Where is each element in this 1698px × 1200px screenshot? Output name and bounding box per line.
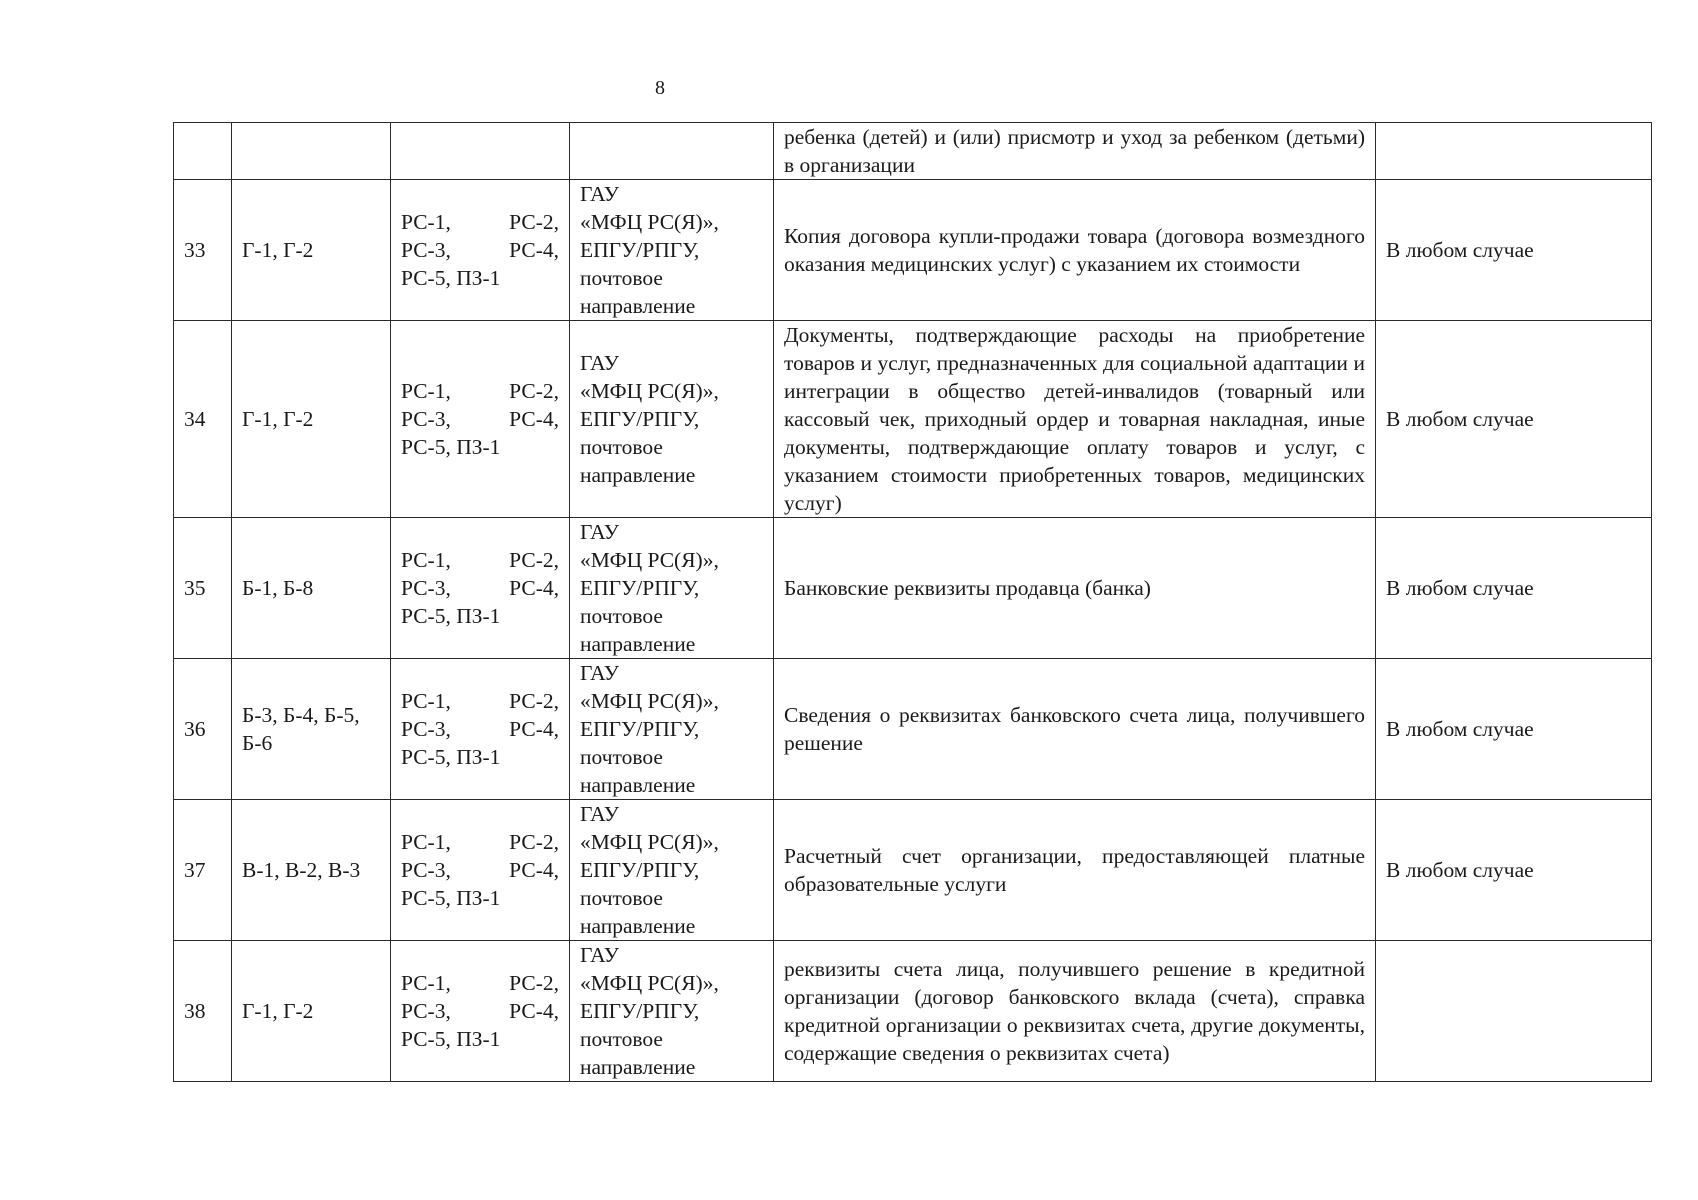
cell-condition: В любом случае bbox=[1376, 800, 1652, 941]
cell-number: 37 bbox=[174, 800, 232, 941]
cell-forms: РС-1, РС-2, РС-3, РС-4, РС-5, ПЗ-1 bbox=[391, 180, 570, 321]
channel-line: ГАУ bbox=[580, 182, 619, 206]
cell-codes: Г-1, Г-2 bbox=[232, 941, 391, 1082]
cell-number: 35 bbox=[174, 518, 232, 659]
cell-description: Расчетный счет организации, предоставляющей платные образовательные услуги bbox=[774, 800, 1376, 941]
channel-line: «МФЦ РС(Я)», bbox=[580, 548, 719, 572]
cell-channel bbox=[570, 321, 774, 518]
cell-number: 38 bbox=[174, 941, 232, 1082]
cell-number: 33 bbox=[174, 180, 232, 321]
table-row-continuation bbox=[174, 123, 1652, 180]
cell-condition bbox=[1376, 941, 1652, 1082]
cell-codes: Г-1, Г-2 bbox=[232, 180, 391, 321]
cell-codes: Б-3, Б-4, Б-5, Б-6 bbox=[232, 659, 391, 800]
channel-line: направление bbox=[580, 294, 696, 318]
table-row bbox=[174, 518, 1652, 659]
cell-channel bbox=[570, 123, 774, 180]
channel-line: ГАУ bbox=[580, 943, 619, 967]
cell-number bbox=[174, 123, 232, 180]
cell-forms: РС-1, РС-2, РС-3, РС-4, РС-5, ПЗ-1 bbox=[391, 518, 570, 659]
cell-condition: В любом случае bbox=[1376, 180, 1652, 321]
cell-codes: В-1, В-2, В-3 bbox=[232, 800, 391, 941]
cell-number: 36 bbox=[174, 659, 232, 800]
cell-channel bbox=[570, 941, 774, 1082]
channel-line: «МФЦ РС(Я)», bbox=[580, 830, 719, 854]
channel-line: ЕПГУ/РПГУ, bbox=[580, 238, 700, 262]
channel-line: «МФЦ РС(Я)», bbox=[580, 210, 719, 234]
channel-line: ЕПГУ/РПГУ, bbox=[580, 717, 700, 741]
channel-line: ГАУ bbox=[580, 802, 619, 826]
table-row bbox=[174, 800, 1652, 941]
channel-line: направление bbox=[580, 463, 696, 487]
channel-line: почтовое bbox=[580, 604, 663, 628]
channel-line: почтовое bbox=[580, 435, 663, 459]
channel-line: почтовое bbox=[580, 1027, 663, 1051]
cell-description: Банковские реквизиты продавца (банка) bbox=[774, 518, 1376, 659]
cell-number: 34 bbox=[174, 321, 232, 518]
channel-line: почтовое bbox=[580, 745, 663, 769]
channel-line: ГАУ bbox=[580, 520, 619, 544]
cell-condition bbox=[1376, 123, 1652, 180]
cell-description: Документы, подтверждающие расходы на приобретение товаров и услуг, предназначенных для социальной адаптации и интеграции в общество детей-инвалидов (товарный или кассовый чек, приходный ордер и товарная накладная, иные документы, подтверждающие оплату товаров и услуг, с указанием стоимости приобретенных товаров, медицинских услуг) bbox=[774, 321, 1376, 518]
channel-line: почтовое bbox=[580, 266, 663, 290]
channel-line: направление bbox=[580, 1055, 696, 1079]
table-row bbox=[174, 321, 1652, 518]
cell-forms: РС-1, РС-2, РС-3, РС-4, РС-5, ПЗ-1 bbox=[391, 321, 570, 518]
channel-line: направление bbox=[580, 632, 696, 656]
channel-line: ЕПГУ/РПГУ, bbox=[580, 999, 700, 1023]
cell-codes: Б-1, Б-8 bbox=[232, 518, 391, 659]
channel-line: «МФЦ РС(Я)», bbox=[580, 379, 719, 403]
table-row bbox=[174, 941, 1652, 1082]
channel-line: направление bbox=[580, 914, 696, 938]
cell-channel bbox=[570, 518, 774, 659]
channel-line: ГАУ bbox=[580, 351, 619, 375]
document-table bbox=[173, 122, 1652, 1082]
cell-description: Копия договора купли-продажи товара (договора возмездного оказания медицинских услуг) с указанием их стоимости bbox=[774, 180, 1376, 321]
cell-forms: РС-1, РС-2, РС-3, РС-4, РС-5, ПЗ-1 bbox=[391, 659, 570, 800]
cell-channel bbox=[570, 800, 774, 941]
channel-line: ГАУ bbox=[580, 661, 619, 685]
cell-forms bbox=[391, 123, 570, 180]
cell-forms: РС-1, РС-2, РС-3, РС-4, РС-5, ПЗ-1 bbox=[391, 941, 570, 1082]
cell-channel bbox=[570, 659, 774, 800]
cell-codes bbox=[232, 123, 391, 180]
cell-description: реквизиты счета лица, получившего решение в кредитной организации (договор банковского вклада (счета), справка кредитной организации о реквизитах счета, другие документы, содержащие сведения о реквизитах счета) bbox=[774, 941, 1376, 1082]
channel-line: ЕПГУ/РПГУ, bbox=[580, 407, 700, 431]
channel-line: ЕПГУ/РПГУ, bbox=[580, 858, 700, 882]
table-row bbox=[174, 659, 1652, 800]
channel-line: «МФЦ РС(Я)», bbox=[580, 689, 719, 713]
channel-line: «МФЦ РС(Я)», bbox=[580, 971, 719, 995]
cell-condition: В любом случае bbox=[1376, 659, 1652, 800]
cell-description: Сведения о реквизитах банковского счета лица, получившего решение bbox=[774, 659, 1376, 800]
table-row bbox=[174, 180, 1652, 321]
cell-description: ребенка (детей) и (или) присмотр и уход за ребенком (детьми) в организации bbox=[774, 123, 1376, 180]
cell-forms: РС-1, РС-2, РС-3, РС-4, РС-5, ПЗ-1 bbox=[391, 800, 570, 941]
page-number: 8 bbox=[655, 77, 665, 99]
channel-line: почтовое bbox=[580, 886, 663, 910]
cell-codes: Г-1, Г-2 bbox=[232, 321, 391, 518]
channel-line: ЕПГУ/РПГУ, bbox=[580, 576, 700, 600]
channel-line: направление bbox=[580, 773, 696, 797]
cell-channel bbox=[570, 180, 774, 321]
cell-condition: В любом случае bbox=[1376, 518, 1652, 659]
cell-condition: В любом случае bbox=[1376, 321, 1652, 518]
